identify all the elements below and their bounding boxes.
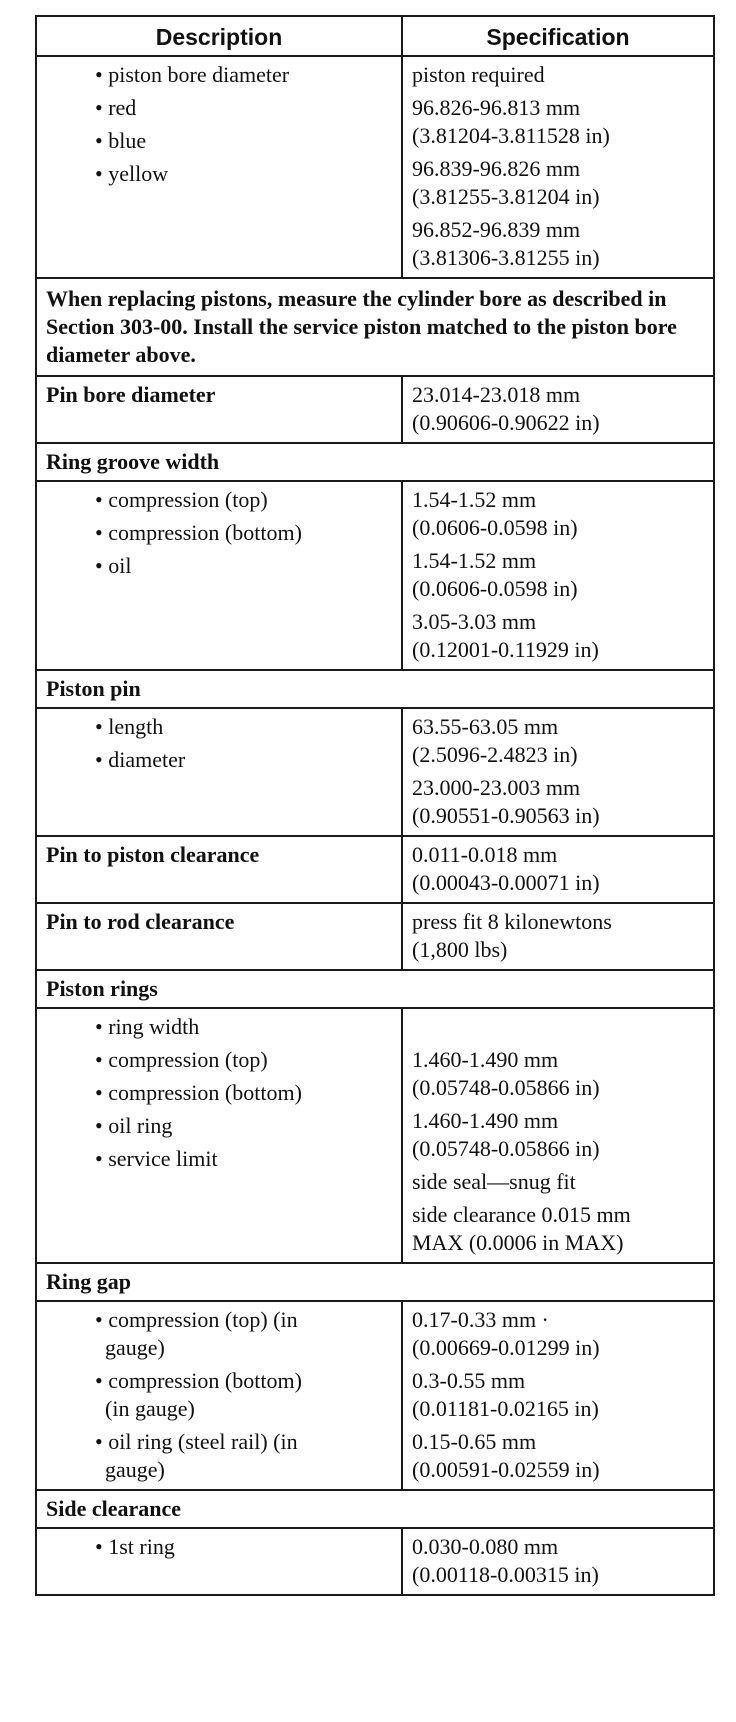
table-row bbox=[36, 836, 714, 903]
item-label: • 1st ring bbox=[95, 1534, 175, 1559]
item-value: piston required bbox=[412, 62, 545, 87]
item-label: • compression (top) bbox=[95, 1047, 268, 1072]
section-header: Piston pin bbox=[36, 670, 714, 708]
item-label: • oil ring (steel rail) (in gauge) bbox=[95, 1429, 298, 1482]
table-row bbox=[36, 1490, 714, 1528]
item-label: • diameter bbox=[95, 747, 186, 772]
item-label: • length bbox=[95, 714, 164, 739]
item-label: • service limit bbox=[95, 1146, 218, 1171]
table-row bbox=[36, 670, 714, 708]
table-row bbox=[36, 481, 714, 670]
specification-cell bbox=[402, 1301, 714, 1490]
item-label: • compression (bottom) (in gauge) bbox=[95, 1368, 302, 1421]
description-cell bbox=[36, 1301, 402, 1490]
note-text: When replacing pistons, measure the cylinder bore as described in Section 303-00. Install the service piston matched to the piston bore diameter above. bbox=[36, 278, 714, 376]
specification-cell bbox=[402, 481, 714, 670]
row-label: Pin bore diameter bbox=[36, 376, 402, 443]
specification-cell bbox=[402, 56, 714, 278]
table-row bbox=[36, 278, 714, 376]
section-header: Ring gap bbox=[36, 1263, 714, 1301]
table-row bbox=[36, 1528, 714, 1595]
table-row bbox=[36, 970, 714, 1008]
row-value: 23.014-23.018 mm (0.90606-0.90622 in) bbox=[402, 376, 714, 443]
item-value: 0.15-0.65 mm (0.00591-0.02559 in) bbox=[412, 1429, 600, 1482]
item-label: • piston bore diameter bbox=[95, 62, 290, 87]
description-header: Description bbox=[36, 16, 402, 56]
row-label: Pin to rod clearance bbox=[36, 903, 402, 970]
spec-body bbox=[36, 56, 714, 1595]
item-label: • compression (top) (in gauge) bbox=[95, 1307, 298, 1360]
row-label: Pin to piston clearance bbox=[36, 836, 402, 903]
item-value: 1.54-1.52 mm (0.0606-0.0598 in) bbox=[412, 548, 578, 601]
item-value: 0.3-0.55 mm (0.01181-0.02165 in) bbox=[412, 1368, 599, 1421]
item-label: • oil ring bbox=[95, 1113, 173, 1138]
item-value: 1.54-1.52 mm (0.0606-0.0598 in) bbox=[412, 487, 578, 540]
description-cell bbox=[36, 481, 402, 670]
table-row bbox=[36, 708, 714, 836]
section-header: Piston rings bbox=[36, 970, 714, 1008]
description-cell bbox=[36, 708, 402, 836]
description-cell bbox=[36, 56, 402, 278]
row-value: 0.011-0.018 mm (0.00043-0.00071 in) bbox=[402, 836, 714, 903]
row-value: press fit 8 kilonewtons (1,800 lbs) bbox=[402, 903, 714, 970]
specification-cell bbox=[402, 1008, 714, 1263]
item-value bbox=[412, 1013, 707, 1041]
item-value: 96.826-96.813 mm (3.81204-3.811528 in) bbox=[412, 95, 610, 148]
table-row bbox=[36, 1008, 714, 1263]
item-label: • yellow bbox=[95, 161, 169, 186]
specification-cell bbox=[402, 1528, 714, 1595]
table-row bbox=[36, 56, 714, 278]
header-row bbox=[36, 16, 714, 56]
specification-cell bbox=[402, 708, 714, 836]
table-row bbox=[36, 1263, 714, 1301]
item-value: 23.000-23.003 mm (0.90551-0.90563 in) bbox=[412, 775, 600, 828]
item-label: • compression (bottom) bbox=[95, 1080, 302, 1105]
table-row bbox=[36, 903, 714, 970]
item-value: side clearance 0.015 mm MAX (0.0006 in MAX) bbox=[412, 1202, 631, 1255]
item-value: 63.55-63.05 mm (2.5096-2.4823 in) bbox=[412, 714, 578, 767]
table-row bbox=[36, 376, 714, 443]
item-label: • compression (bottom) bbox=[95, 520, 302, 545]
item-value: 1.460-1.490 mm (0.05748-0.05866 in) bbox=[412, 1047, 600, 1100]
description-cell bbox=[36, 1008, 402, 1263]
table-row bbox=[36, 443, 714, 481]
section-header: Side clearance bbox=[36, 1490, 714, 1528]
description-cell bbox=[36, 1528, 402, 1595]
item-value: 96.839-96.826 mm (3.81255-3.81204 in) bbox=[412, 156, 600, 209]
item-value: side seal—snug fit bbox=[412, 1169, 576, 1194]
item-value: 1.460-1.490 mm (0.05748-0.05866 in) bbox=[412, 1108, 600, 1161]
item-value: 3.05-3.03 mm (0.12001-0.11929 in) bbox=[412, 609, 599, 662]
item-label: • oil bbox=[95, 553, 132, 578]
item-label: • ring width bbox=[95, 1014, 200, 1039]
item-value: 96.852-96.839 mm (3.81306-3.81255 in) bbox=[412, 217, 600, 270]
item-value: 0.17-0.33 mm · (0.00669-0.01299 in) bbox=[412, 1307, 600, 1360]
item-value: 0.030-0.080 mm (0.00118-0.00315 in) bbox=[412, 1534, 599, 1587]
item-label: • red bbox=[95, 95, 137, 120]
specification-header: Specification bbox=[402, 16, 714, 56]
item-label: • compression (top) bbox=[95, 487, 268, 512]
section-header: Ring groove width bbox=[36, 443, 714, 481]
item-label: • blue bbox=[95, 128, 147, 153]
table-row bbox=[36, 1301, 714, 1490]
spec-table bbox=[35, 15, 715, 1596]
